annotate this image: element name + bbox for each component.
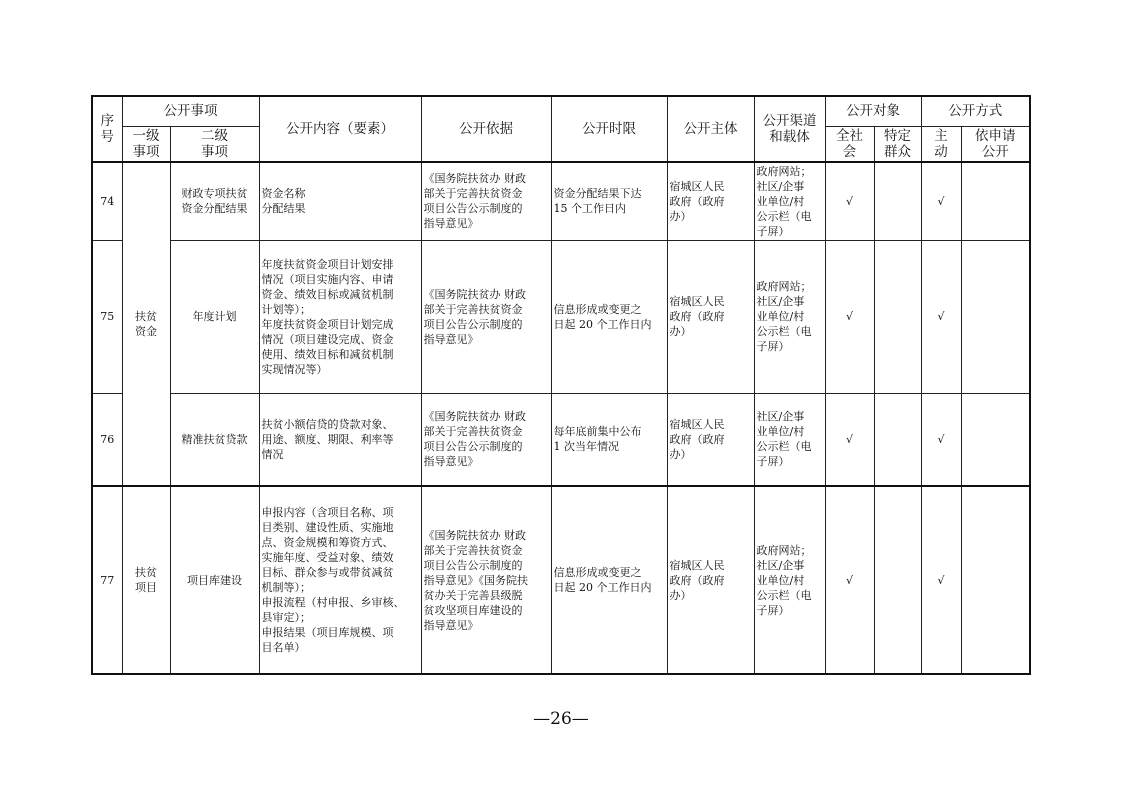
check-mark-specific [874, 162, 921, 240]
check-mark-request [961, 162, 1030, 240]
row-seq: 75 [92, 240, 122, 393]
header-content: 公开内容（要素） [259, 96, 421, 162]
table-row [92, 486, 1030, 674]
row-subject: 宿城区人民 政府（政府 办） [667, 240, 754, 393]
check-mark-all: √ [825, 393, 874, 486]
header-basis: 公开依据 [421, 96, 551, 162]
row-level1: 扶贫 资金 [122, 162, 170, 486]
page-number: —26— [533, 709, 589, 729]
check-mark-specific [874, 393, 921, 486]
row-subject: 宿城区人民 政府（政府 办） [667, 486, 754, 674]
header-channel: 公开渠道 和载体 [754, 96, 825, 162]
check-mark-active: √ [921, 393, 961, 486]
check-mark-active: √ [921, 240, 961, 393]
header-method-request: 依申请 公开 [961, 126, 1030, 162]
row-basis: 《国务院扶贫办 财政 部关于完善扶贫资金 项目公告公示制度的 指导意见》《国务院扶 贫办关于完善县级脱 贫攻坚项目库建设的 指导意见》 [421, 486, 551, 674]
table-body [92, 162, 1030, 674]
check-mark-request [961, 393, 1030, 486]
header-target-specific: 特定 群众 [874, 126, 921, 162]
disclosure-table [91, 95, 1031, 675]
header-time-limit: 公开时限 [551, 96, 667, 162]
header-target-all: 全社 会 [825, 126, 874, 162]
row-level2: 项目库建设 [170, 486, 259, 674]
row-time-limit: 资金分配结果下达 15 个工作日内 [551, 162, 667, 240]
row-content: 资金名称 分配结果 [259, 162, 421, 240]
row-level2: 精准扶贫贷款 [170, 393, 259, 486]
row-content: 年度扶贫资金项目计划安排 情况（项目实施内容、申请 资金、绩效目标或减贫机制 计划等）； 年度扶贫资金项目计划完成 情况（项目建设完成、资金 使用、绩效目标和减贫机制 实现情况等） [259, 240, 421, 393]
row-channel: 政府网站； 社区/企事 业单位/村 公示栏（电 子屏） [754, 240, 825, 393]
check-mark-all: √ [825, 240, 874, 393]
header-seq: 序 号 [92, 96, 122, 162]
row-seq: 76 [92, 393, 122, 486]
row-channel: 政府网站； 社区/企事 业单位/村 公示栏（电 子屏） [754, 486, 825, 674]
table-row [92, 393, 1030, 486]
row-basis: 《国务院扶贫办 财政 部关于完善扶贫资金 项目公告公示制度的 指导意见》 [421, 240, 551, 393]
check-mark-specific [874, 486, 921, 674]
header-subject: 公开主体 [667, 96, 754, 162]
row-basis: 《国务院扶贫办 财政 部关于完善扶贫资金 项目公告公示制度的 指导意见》 [421, 162, 551, 240]
header-items-group: 公开事项 [122, 96, 259, 126]
check-mark-all: √ [825, 486, 874, 674]
row-basis: 《国务院扶贫办 财政 部关于完善扶贫资金 项目公告公示制度的 指导意见》 [421, 393, 551, 486]
row-level2: 年度计划 [170, 240, 259, 393]
header-target-group: 公开对象 [825, 96, 921, 126]
header-method-active: 主 动 [921, 126, 961, 162]
table-header [92, 96, 1030, 162]
check-mark-active: √ [921, 486, 961, 674]
check-mark-request [961, 486, 1030, 674]
check-mark-all: √ [825, 162, 874, 240]
row-subject: 宿城区人民 政府（政府 办） [667, 393, 754, 486]
row-subject: 宿城区人民 政府（政府 办） [667, 162, 754, 240]
row-seq: 74 [92, 162, 122, 240]
row-content: 申报内容（含项目名称、项 目类别、建设性质、实施地 点、资金规模和筹资方式、 实施年度、受益对象、绩效 目标、群众参与或带贫减贫 机制等）； 申报流程（村申报、乡审核、 县审定）； 申报结果（项目库规模、项 目名单） [259, 486, 421, 674]
row-level2: 财政专项扶贫 资金分配结果 [170, 162, 259, 240]
row-channel: 社区/企事 业单位/村 公示栏（电 子屏） [754, 393, 825, 486]
table-row [92, 162, 1030, 240]
row-time-limit: 每年底前集中公布 1 次当年情况 [551, 393, 667, 486]
row-level1: 扶贫 项目 [122, 486, 170, 674]
row-channel: 政府网站； 社区/企事 业单位/村 公示栏（电 子屏） [754, 162, 825, 240]
row-seq: 77 [92, 486, 122, 674]
check-mark-active: √ [921, 162, 961, 240]
row-time-limit: 信息形成或变更之 日起 20 个工作日内 [551, 486, 667, 674]
table-row [92, 240, 1030, 393]
header-method-group: 公开方式 [921, 96, 1030, 126]
header-level1: 一级 事项 [122, 126, 170, 162]
row-time-limit: 信息形成或变更之 日起 20 个工作日内 [551, 240, 667, 393]
row-content: 扶贫小额信贷的贷款对象、 用途、额度、期限、利率等 情况 [259, 393, 421, 486]
check-mark-specific [874, 240, 921, 393]
header-level2: 二级 事项 [170, 126, 259, 162]
check-mark-request [961, 240, 1030, 393]
